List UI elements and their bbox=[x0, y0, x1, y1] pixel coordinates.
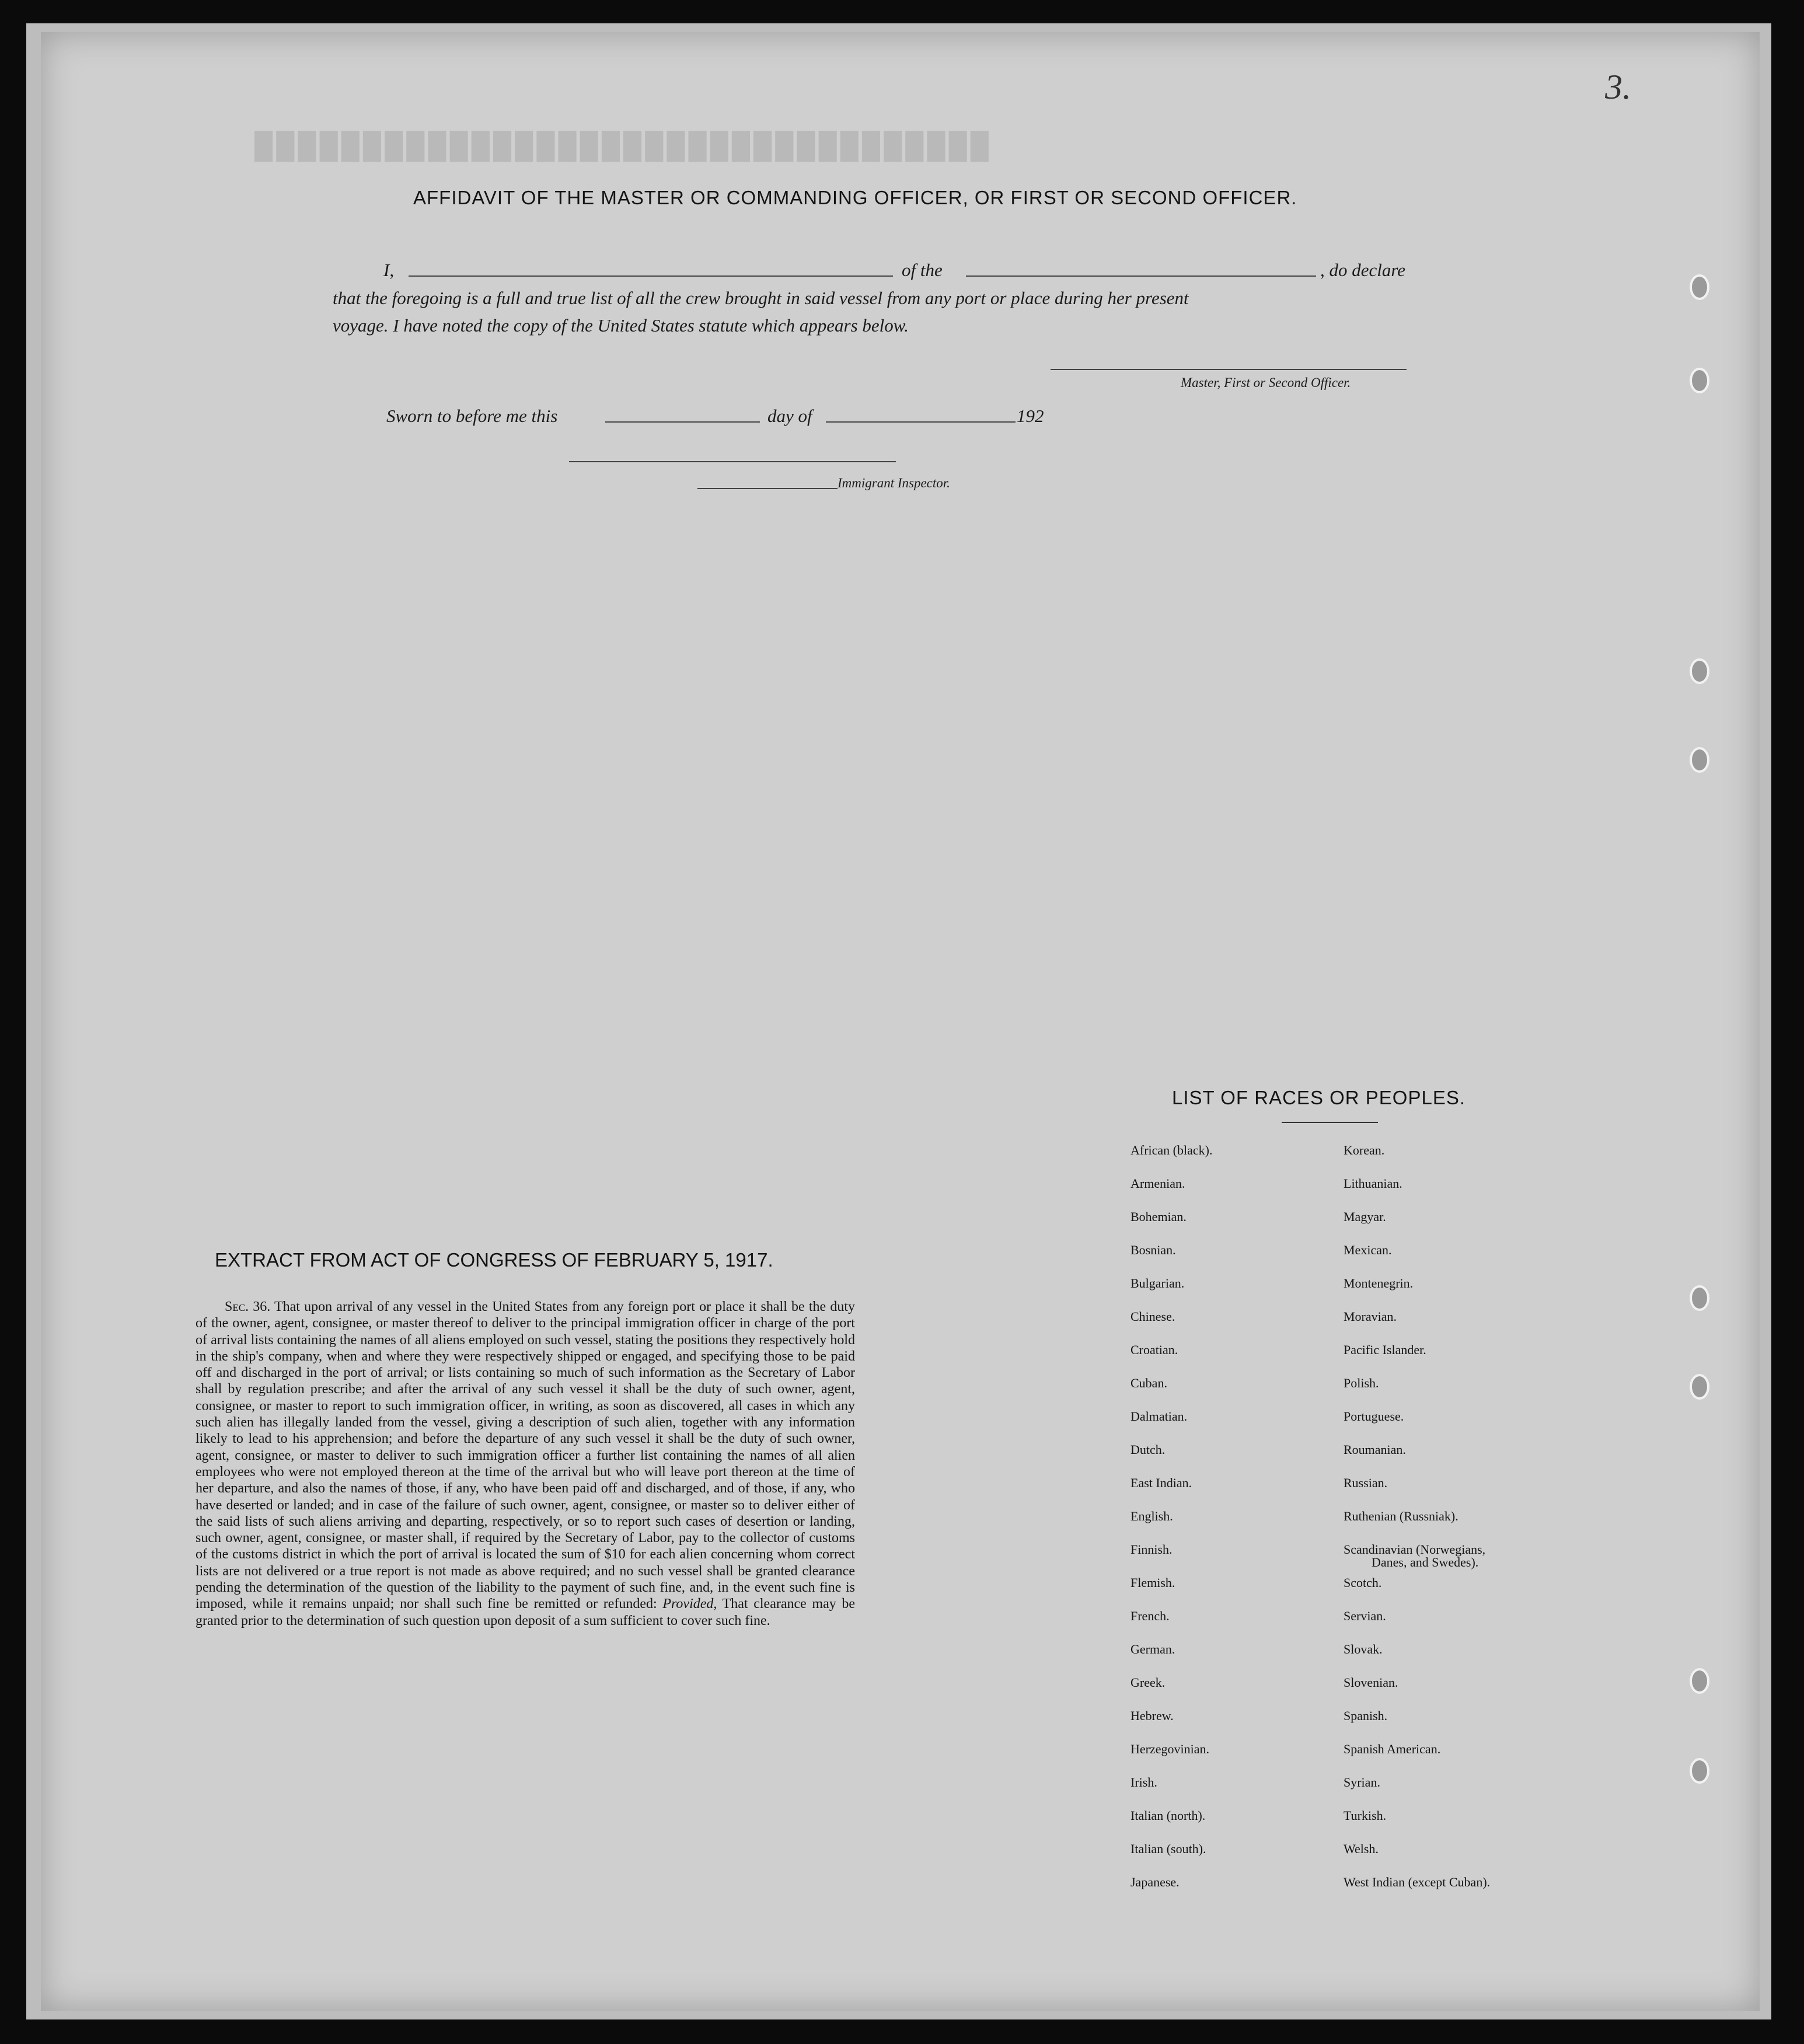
name-blank[interactable] bbox=[409, 275, 893, 277]
race-item: Welsh. bbox=[1344, 1841, 1379, 1856]
vessel-blank[interactable] bbox=[966, 275, 1316, 277]
race-item: Polish. bbox=[1344, 1376, 1379, 1390]
race-item: Dalmatian. bbox=[1130, 1409, 1188, 1424]
punch-hole bbox=[1690, 274, 1709, 300]
race-item: French. bbox=[1130, 1609, 1170, 1623]
signature-blank[interactable] bbox=[1051, 369, 1407, 370]
race-item: German. bbox=[1130, 1642, 1175, 1656]
race-item: Syrian. bbox=[1344, 1775, 1380, 1790]
race-item: Slovak. bbox=[1344, 1642, 1383, 1656]
punch-hole bbox=[1690, 658, 1709, 684]
race-item: Flemish. bbox=[1130, 1575, 1175, 1590]
race-item: English. bbox=[1130, 1509, 1173, 1523]
race-item: Spanish American. bbox=[1344, 1742, 1441, 1756]
affidavit-line2: that the foregoing is a full and true list of all the crew brought in said vessel from any port or place during her present bbox=[333, 288, 1189, 308]
race-item: Mexican. bbox=[1344, 1243, 1392, 1257]
affidavit-of-the: of the bbox=[902, 260, 943, 280]
race-item: Scotch. bbox=[1344, 1575, 1382, 1590]
race-item: Dutch. bbox=[1130, 1442, 1166, 1457]
day-blank[interactable] bbox=[605, 421, 760, 423]
race-item: Lithuanian. bbox=[1344, 1176, 1402, 1191]
race-item: Cuban. bbox=[1130, 1376, 1167, 1390]
races-right-column bbox=[1344, 1144, 1490, 1909]
race-item: Magyar. bbox=[1344, 1209, 1386, 1224]
inspector-signature-blank[interactable] bbox=[569, 461, 896, 462]
sworn-year: 192 bbox=[1017, 406, 1044, 426]
extract-text-end: That clearance may be granted prior to the determination of such question upon deposit of a sum sufficient to cover such fine. bbox=[196, 1596, 856, 1628]
sworn-day-of: day of bbox=[767, 406, 812, 426]
race-item: Bosnian. bbox=[1130, 1243, 1176, 1257]
title-rule bbox=[1282, 1122, 1378, 1123]
race-item: Italian (south). bbox=[1130, 1841, 1206, 1856]
punch-hole bbox=[1690, 1668, 1709, 1694]
affidavit-i: I, bbox=[383, 260, 395, 280]
page-number: 3. bbox=[1605, 68, 1631, 106]
punch-hole bbox=[1690, 1758, 1709, 1784]
month-blank[interactable] bbox=[826, 421, 1016, 423]
extract-text: That upon arrival of any vessel in the United States from any foreign port or place it shall be the duty of the owner, agent, consignee, or master thereof to deliver to the principal immigration officer in charge of the port of arrival lists containing the names of all aliens employed on such vessel, stating the positions they respectively hold in the ship's company, when and where they were respectively shipped or engaged, and specifying those to be paid off and discharged in the port of arrival; or lists containing so much of such information as the Secretary of Labor shall by regulation prescribe; and after the arrival of any such vessel it shall be the duty of such owner, agent, consignee, or master to report to such immigration officer, in writing, as soon as discovered, all cases in which any such alien has illegally landed from the vessel, giving a description of such alien, together with any information likely to lead to his apprehension; and before the departure of any such vessel it shall be the duty of such owner, agent, consignee, or master to deliver to such immigration officer a further list containing the names of all alien employees who were not employed thereon at the time of the arrival but who will leave port thereon at the time of her departure, and also the names of those, if any, who have been paid off and discharged, and of those, if any, who have deserted or landed; and in case of the failure of such owner, agent, consignee, or master so to deliver either of the said lists of such aliens arriving and departing, respectively, or so to report such cases of desertion or landing, such owner, agent, consignee, or master shall, if required by the Secretary of Labor, pay to the collector of customs of the customs district in which the port of arrival is located the sum of $10 for each alien concerning whom correct lists are not delivered or a true report is not made as above required; and no such vessel shall be granted clearance pending the determination of the question of the liability to the payment of such fine, and, in the event such fine is imposed, while it remains unpaid; nor shall such fine be remitted or refunded: bbox=[196, 1299, 855, 1612]
bleed-through-heading: ██████████████████████████████████ bbox=[251, 131, 989, 160]
provided-word: Provided, bbox=[662, 1596, 717, 1612]
race-item: Turkish. bbox=[1344, 1808, 1387, 1823]
race-item: African (black). bbox=[1130, 1143, 1213, 1157]
punch-hole bbox=[1690, 747, 1709, 773]
race-item: Slovenian. bbox=[1344, 1675, 1398, 1690]
race-item: Finnish. bbox=[1130, 1542, 1173, 1557]
extract-title: EXTRACT FROM ACT OF CONGRESS OF FEBRUARY 5, 1917. bbox=[215, 1249, 773, 1271]
race-item: Moravian. bbox=[1344, 1309, 1397, 1324]
race-item: Pacific Islander. bbox=[1344, 1342, 1426, 1357]
race-item-scandinavian bbox=[1344, 1543, 1490, 1576]
race-item: Greek. bbox=[1130, 1675, 1166, 1690]
affidavit-title: AFFIDAVIT OF THE MASTER OR COMMANDING OFFICER, OR FIRST OR SECOND OFFICER. bbox=[413, 187, 1297, 208]
race-item: Russian. bbox=[1344, 1476, 1388, 1490]
races-left-column bbox=[1130, 1144, 1212, 1909]
race-item: Ruthenian (Russniak). bbox=[1344, 1509, 1458, 1523]
race-item: Chinese. bbox=[1130, 1309, 1175, 1324]
punch-hole bbox=[1690, 1374, 1709, 1400]
race-item: West Indian (except Cuban). bbox=[1344, 1875, 1491, 1889]
race-item: Japanese. bbox=[1130, 1875, 1180, 1889]
race-item: Montenegrin. bbox=[1344, 1276, 1414, 1290]
punch-hole bbox=[1690, 368, 1709, 393]
section-number: Sec. 36. bbox=[225, 1299, 271, 1314]
punch-hole bbox=[1690, 1285, 1709, 1311]
race-item: Herzegovinian. bbox=[1130, 1742, 1209, 1756]
master-label: Master, First or Second Officer. bbox=[1181, 375, 1351, 390]
race-item: Bulgarian. bbox=[1130, 1276, 1185, 1290]
race-item: Portuguese. bbox=[1344, 1409, 1404, 1424]
race-item: Bohemian. bbox=[1130, 1209, 1187, 1224]
extract-body bbox=[196, 1299, 855, 1629]
race-item: Croatian. bbox=[1130, 1342, 1178, 1357]
race-item: Servian. bbox=[1344, 1609, 1386, 1623]
race-item: Scandinavian (Norwegians, bbox=[1344, 1542, 1486, 1557]
race-item: Korean. bbox=[1344, 1143, 1385, 1157]
races-title: LIST OF RACES OR PEOPLES. bbox=[1172, 1087, 1466, 1108]
inspector-label: Immigrant Inspector. bbox=[838, 476, 950, 490]
inspector-blank[interactable] bbox=[697, 488, 838, 489]
race-item-continuation: Danes, and Swedes). bbox=[1372, 1555, 1479, 1569]
race-item: East Indian. bbox=[1130, 1476, 1192, 1490]
race-item: Hebrew. bbox=[1130, 1708, 1174, 1723]
race-item: Armenian. bbox=[1130, 1176, 1185, 1191]
race-item: Spanish. bbox=[1344, 1708, 1388, 1723]
race-item: Italian (north). bbox=[1130, 1808, 1206, 1823]
affidavit-line3: voyage. I have noted the copy of the United States statute which appears below. bbox=[333, 315, 909, 336]
race-item: Roumanian. bbox=[1344, 1442, 1406, 1457]
affidavit-declare: , do declare bbox=[1320, 260, 1406, 280]
race-item: Irish. bbox=[1130, 1775, 1157, 1790]
sworn-prefix: Sworn to before me this bbox=[386, 406, 558, 426]
